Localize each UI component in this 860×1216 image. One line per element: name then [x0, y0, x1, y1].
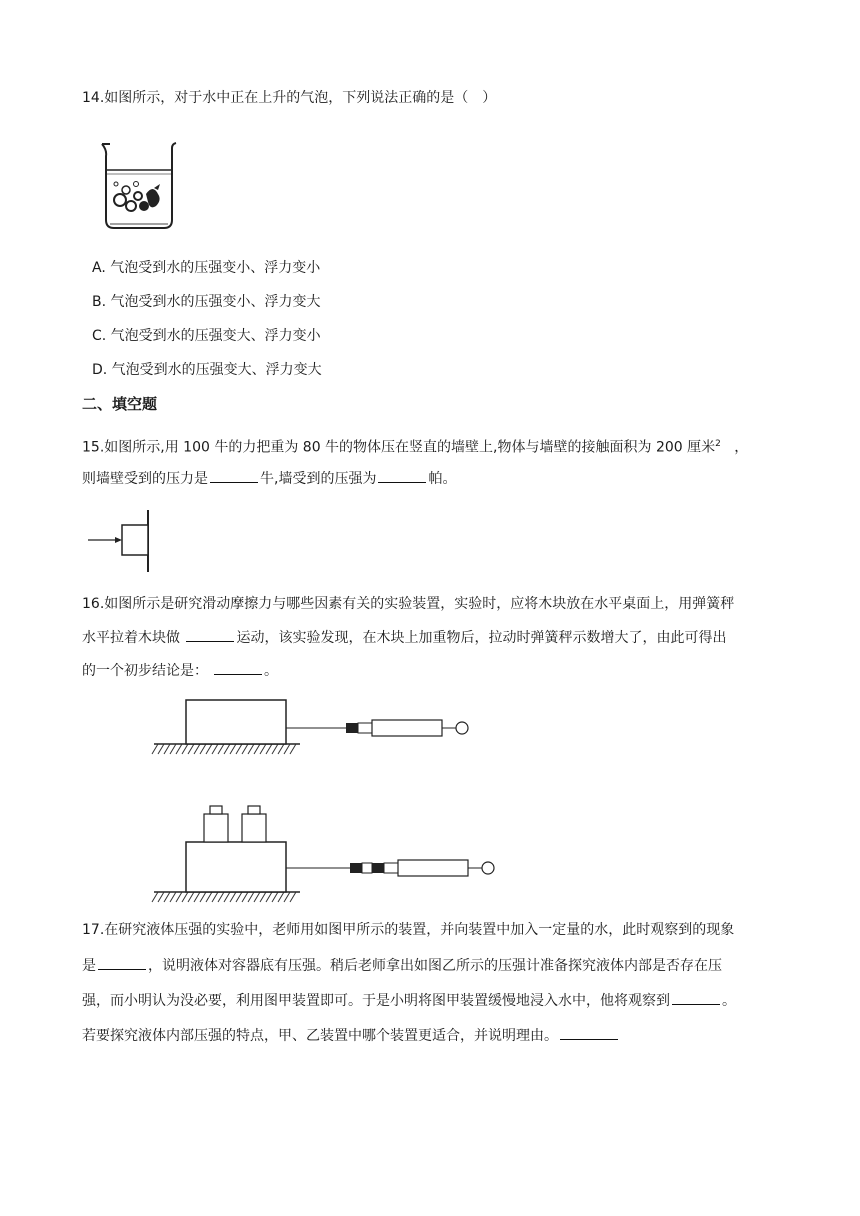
q15-blank-2[interactable] — [378, 468, 426, 483]
q16-text-3b: 。 — [264, 663, 278, 679]
q17-text-3b: 。 — [722, 993, 736, 1009]
q15-comma: ， — [734, 439, 749, 456]
q17-line2 — [82, 955, 722, 976]
q17-line4 — [82, 1025, 620, 1046]
q15-superscript: 2 — [715, 439, 721, 449]
q15-blank-1[interactable] — [210, 468, 258, 483]
q14-option-a: A. 气泡受到水的压强变小、浮力变小 — [92, 260, 321, 276]
q16-text-2a: 水平拉着木块做 — [82, 630, 185, 646]
q17-blank-2[interactable] — [672, 990, 720, 1005]
q16-line3 — [82, 660, 278, 681]
q16-blank-2[interactable] — [214, 660, 262, 675]
q15-text-2b: 牛,墙受到的压强为 — [260, 471, 377, 487]
q17-text-3a: 强，而小明认为没必要，利用图甲装置即可。于是小明将图甲装置缓慢地浸入水中，他将观察到 — [82, 993, 670, 1009]
q15-line1 — [82, 434, 748, 458]
q17-text-4: 若要探究液体内部压强的特点，甲、乙装置中哪个装置更适合，并说明理由。 — [82, 1028, 558, 1044]
q16-text-3a: 的一个初步结论是： — [82, 663, 208, 679]
q16-line1: 16.如图所示是研究滑动摩擦力与哪些因素有关的实验装置，实验时，应将木块放在水平桌面上，用弹簧秤 — [82, 596, 735, 612]
q17-text-2a: 是 — [82, 958, 96, 974]
q14-option-d: D. 气泡受到水的压强变大、浮力变大 — [92, 362, 322, 378]
q17-blank-3[interactable] — [560, 1025, 618, 1040]
q17-line1: 17.在研究液体压强的实验中，老师用如图甲所示的装置，并向装置中加入一定量的水，此时观察到的现象 — [82, 922, 735, 938]
q14-stem: 14.如图所示，对于水中正在上升的气泡，下列说法正确的是（ ） — [82, 90, 497, 106]
q16-blank-1[interactable] — [186, 627, 234, 642]
q17-text-2b: ，说明液体对容器底有压强。稍后老师拿出如图乙所示的压强计准备探究液体内部是否存在压 — [148, 958, 722, 974]
friction-setup-figure-2 — [150, 800, 500, 906]
q15-text-1: 15.如图所示,用 100 牛的力把重为 80 牛的物体压在竖直的墙壁上,物体与墙壁的接触面积为 200 厘米 — [82, 439, 716, 456]
q15-text-2a: 则墙壁受到的压力是 — [82, 471, 208, 487]
q15-line2 — [82, 468, 456, 489]
q16-text-2b: 运动，该实验发现，在木块上加重物后，拉动时弹簧秤示数增大了，由此可得出 — [236, 630, 727, 646]
q17-blank-1[interactable] — [98, 955, 146, 970]
q16-line2 — [82, 627, 726, 648]
friction-setup-figure-1 — [150, 694, 480, 762]
q17-line3 — [82, 990, 736, 1011]
q15-text-2c: 帕。 — [428, 471, 457, 487]
beaker-figure — [98, 140, 180, 232]
section-heading: 二、填空题 — [82, 395, 158, 413]
q14-option-b: B. 气泡受到水的压强变小、浮力变大 — [92, 294, 321, 310]
wall-force-figure — [86, 508, 158, 574]
q14-option-c: C. 气泡受到水的压强变大、浮力变小 — [92, 328, 321, 344]
